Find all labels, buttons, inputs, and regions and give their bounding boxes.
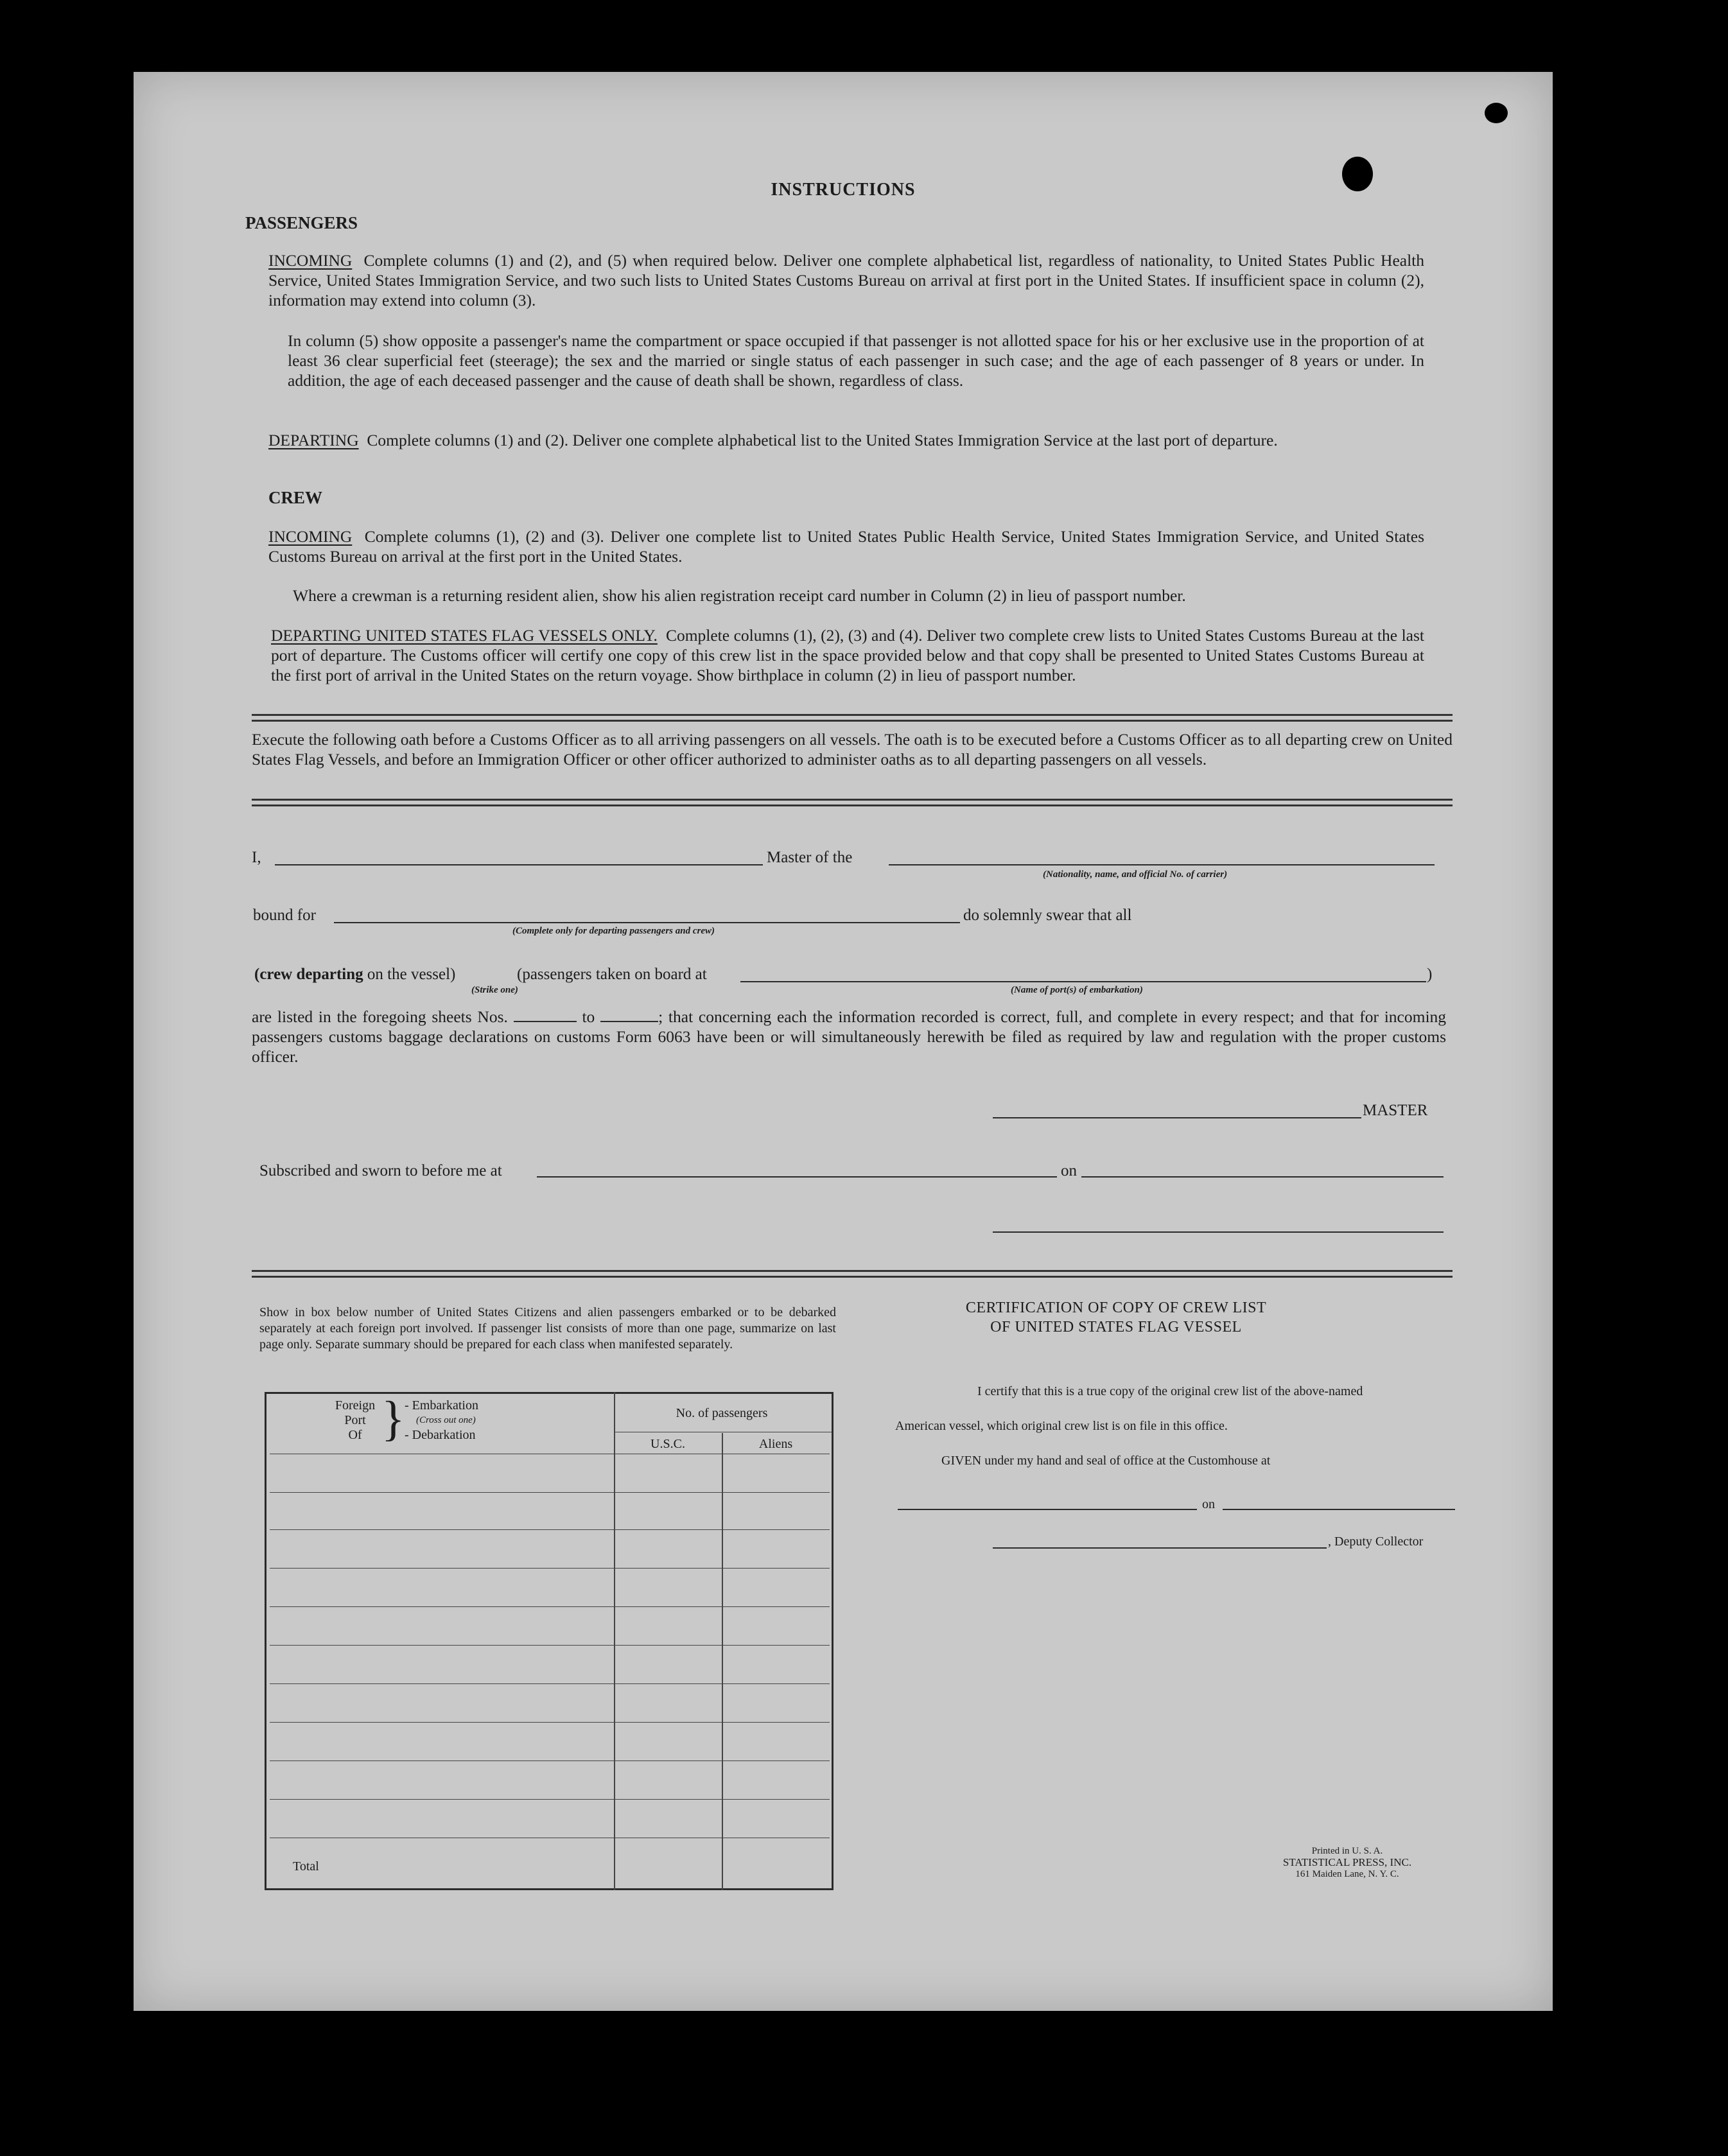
listed-text-1: are listed in the foregoing sheets Nos. [252,1007,508,1026]
certification-on-label: on [1202,1497,1215,1511]
customhouse-field[interactable] [898,1509,1197,1510]
table-row[interactable] [270,1645,830,1646]
crew-heading: CREW [268,488,323,507]
certification-title-line1: CERTIFICATION OF COPY OF CREW LIST [965,1300,1267,1316]
punch-hole [1485,103,1508,123]
aliens-header: Aliens [758,1437,793,1451]
on-the-vessel-label: on the vessel) [367,966,456,983]
oath-i-label: I, [252,849,261,866]
master-of-the-label: Master of the [767,849,853,866]
no-of-passengers-header: No. of passengers [676,1406,768,1420]
usc-header: U.S.C. [650,1437,685,1451]
table-row[interactable] [270,1722,830,1723]
table-row[interactable] [270,1760,830,1761]
printer-imprint [1251,1845,1444,1880]
table-row[interactable] [270,1492,830,1493]
listed-paragraph [252,1007,1446,1066]
table-row[interactable] [270,1606,830,1607]
deputy-signature-field[interactable] [993,1547,1327,1549]
carrier-field[interactable] [889,864,1435,865]
officer-signature-field[interactable] [993,1231,1444,1233]
embarkation-option[interactable]: - Embarkation [405,1398,478,1413]
oath-intro: Execute the following oath before a Customs Officer as to all arriving passengers on all vessels. The oath is to be executed before a Customs Officer as to all departing crew on United States Flag Vessels, and before an Immigration Officer or other officer authorized to administer oaths as to all departing passengers on all vessels. [252,730,1453,769]
sworn-on-label: on [1061,1162,1077,1179]
summary-note: Show in box below number of United States Citizens and alien passengers embarked or to be debarked separately at each foreign port involved. If passenger list consists of more than one page, summarize on last page only. Separate summary should be prepared for each class when manifested separately. [259,1305,836,1352]
table-row[interactable] [270,1568,830,1569]
close-paren: ) [1427,966,1433,983]
passengers-departing-text: Complete columns (1) and (2). Deliver one complete alphabetical list to the United States Immigration Service at the last port of departure. [367,431,1278,449]
table-row[interactable] [270,1529,830,1530]
given-text: GIVEN under my hand and seal of office at the Customhouse at [941,1454,1271,1468]
divider [252,714,1453,722]
passengers-taken-option[interactable]: (passengers taken on board at [517,966,707,983]
certification-title-line2: OF UNITED STATES FLAG VESSEL [990,1319,1242,1335]
crew-incoming-text: Complete columns (1), (2) and (3). Deliver one complete list to United States Public Health Service, United States Immigration Service, and United States Customs Bureau on arrival at the first port in the United States. [268,527,1424,566]
column5-text: In column (5) show opposite a passenger's name the compartment or space occupied if that passenger is not allotted space for his or her exclusive use in the proportion of at least 36 clear superficial feet (steerage); the sex and the married or single status of each passenger in such case; and the age of each passenger of 8 years or under. In addition, the age of each deceased passenger and the cause of death shall be shown, regardless of class. [288,331,1424,390]
passengers-departing-label: DEPARTING [268,431,359,449]
complete-only-caption: (Complete only for departing passengers and crew) [512,926,715,936]
table-divider [614,1392,615,1890]
certify-text-1: I certify that this is a true copy of the original crew list of the above-named [977,1384,1363,1398]
debarkation-option[interactable]: - Debarkation [405,1428,476,1442]
strike-one-caption: (Strike one) [471,985,518,995]
sworn-date-field[interactable] [1081,1176,1444,1178]
nationality-caption: (Nationality, name, and official No. of carrier) [1043,869,1228,880]
ports-caption: (Name of port(s) of embarkation) [1011,985,1143,995]
foreign-text: Foreign [335,1398,376,1413]
crew-departing-block [271,625,1424,685]
bound-for-label: bound for [253,907,316,924]
instructions-title: INSTRUCTIONS [771,180,916,200]
printer-line2: STATISTICAL PRESS, INC. [1282,1856,1412,1868]
crew-departing-label: DEPARTING UNITED STATES FLAG VESSELS ONLY. [271,626,658,645]
to-label: to [582,1007,595,1026]
crew-departing-bold: (crew departing [254,966,363,983]
crew-departing-option[interactable] [254,966,455,984]
crew-resident-text: Where a crewman is a returning resident alien, show his alien registration receipt card number in Column (2) in lieu of passport number. [293,586,1186,605]
passenger-summary-table [265,1392,833,1890]
master-label: MASTER [1363,1102,1428,1119]
table-divider [722,1433,723,1890]
embarkation-port-field[interactable] [740,981,1426,982]
cross-out-caption: (Cross out one) [416,1415,476,1425]
printer-line3: 161 Maiden Lane, N. Y. C. [1295,1869,1399,1879]
divider [252,1270,1453,1278]
of-text: Of [348,1428,362,1442]
printer-line1: Printed in U. S. A. [1311,1846,1383,1856]
master-name-field[interactable] [275,864,763,865]
passengers-incoming-text: Complete columns (1) and (2), and (5) when required below. Deliver one complete alphabetical list, regardless of nationality, to United States Public Health Service, United States Immigration Service, and two such lists to United States Customs Bureau on arrival at first port in the United States. If insufficient space in column (2), information may extend into column (3). [268,251,1424,309]
crew-incoming-block [268,526,1424,566]
do-solemnly-label: do solemnly swear that all [963,907,1132,924]
table-row[interactable] [270,1683,830,1684]
divider [252,799,1453,806]
certification-title [930,1298,1302,1337]
brace-icon: } [381,1392,405,1446]
table-row[interactable] [270,1799,830,1800]
passengers-incoming-block [268,250,1424,310]
crew-incoming-label: INCOMING [268,527,353,546]
certify-text-2: American vessel, which original crew list is on file in this office. [895,1419,1228,1433]
passengers-incoming-label: INCOMING [268,251,353,270]
port-text: Port [344,1413,366,1427]
sheet-from-field[interactable] [514,1008,577,1022]
deputy-collector-label: , Deputy Collector [1328,1534,1424,1549]
bound-for-field[interactable] [334,922,960,923]
total-label: Total [293,1859,319,1873]
certification-date-field[interactable] [1223,1509,1455,1510]
passengers-heading: PASSENGERS [245,213,358,232]
crew-departing-text: Complete columns (1), (2), (3) and (4). Deliver two complete crew lists to United States Customs Bureau at the last port of departure. The Customs officer will certify one copy of this crew list in the space provided below and that copy shall be presented to United States Customs Bureau at the first port of arrival in the United States on the return voyage. Show birthplace in column (2) in lieu of passport number. [271,626,1424,684]
sheet-to-field[interactable] [600,1008,658,1022]
master-signature-field[interactable] [993,1117,1361,1118]
listed-text-2: ; that concerning each the information recorded is correct, full, and complete in every respect; and that for incoming passengers customs baggage declarations on customs Form 6063 have been or will simultaneously herewith be filed as required by law and regulation with the proper customs officer. [252,1007,1447,1066]
sworn-place-field[interactable] [537,1176,1057,1178]
document-page [134,72,1553,2011]
passengers-departing-block [268,430,1424,450]
foreign-port-of-label [326,1398,384,1443]
subscribed-label: Subscribed and sworn to before me at [259,1162,502,1179]
